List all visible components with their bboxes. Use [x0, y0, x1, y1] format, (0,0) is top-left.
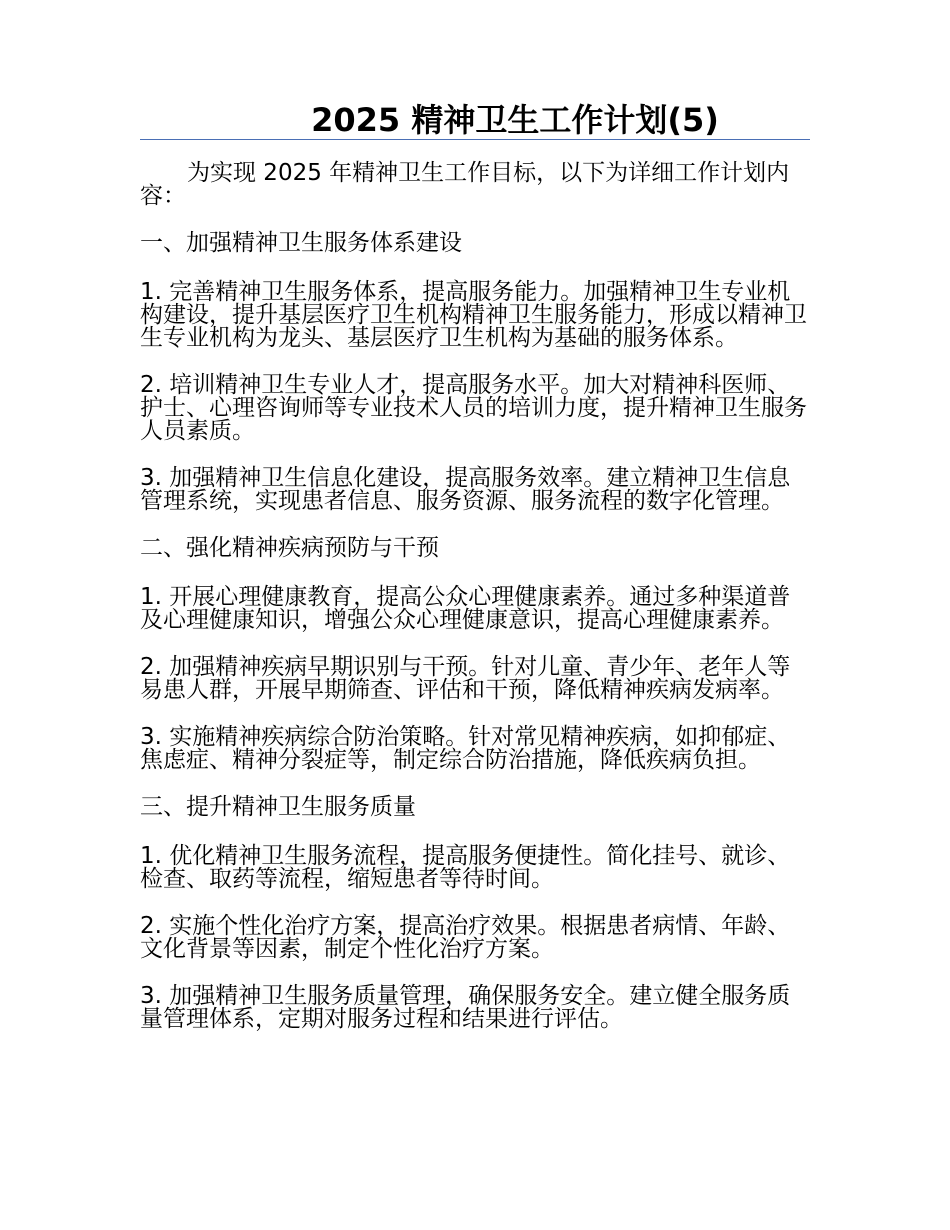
section-heading-1: 一、加强精神卫生服务体系建设 — [140, 230, 462, 256]
section-2-item-3: 3. 实施精神疾病综合防治策略。针对常见精神疾病，如抑郁症、焦虑症、精神分裂症等，制定综合防治措施，降低疾病负担。 — [140, 724, 791, 773]
document-title: 2025 精神卫生工作计划(5) — [311, 101, 719, 139]
section-1-item-2: 2. 培训精神卫生专业人才，提高服务水平。加大对精神科医师、护士、心理咨询师等专业技术人员的培训力度，提升精神卫生服务人员素质。 — [140, 372, 807, 444]
section-2-item-1: 1. 开展心理健康教育，提高公众心理健康素养。通过多种渠道普及心理健康知识，增强公众心理健康意识，提高心理健康素养。 — [140, 584, 791, 633]
section-heading-3: 三、提升精神卫生服务质量 — [140, 794, 416, 820]
document-page — [140, 100, 810, 1031]
section-1-item-1: 1. 完善精神卫生服务体系，提高服务能力。加强精神卫生专业机构建设，提升基层医疗卫生机构精神卫生服务能力，形成以精神卫生专业机构为龙头、基层医疗卫生机构为基础的服务体系。 — [140, 279, 807, 351]
section-3-item-1: 1. 优化精神卫生服务流程，提高服务便捷性。简化挂号、就诊、检查、取药等流程，缩短患者等待时间。 — [140, 843, 791, 892]
section-3-item-2: 2. 实施个性化治疗方案，提高治疗效果。根据患者病情、年龄、文化背景等因素，制定个性化治疗方案。 — [140, 913, 791, 962]
section-2-item-2: 2. 加强精神疾病早期识别与干预。针对儿童、青少年、老年人等易患人群，开展早期筛查、评估和干预，降低精神疾病发病率。 — [140, 654, 791, 703]
intro-paragraph: 为实现 2025 年精神卫生工作目标，以下为详细工作计划内容： — [140, 160, 790, 209]
section-heading-2: 二、强化精神疾病预防与干预 — [140, 535, 439, 561]
section-1-item-3: 3. 加强精神卫生信息化建设，提高服务效率。建立精神卫生信息管理系统，实现患者信息、服务资源、服务流程的数字化管理。 — [140, 465, 791, 514]
section-3-item-3: 3. 加强精神卫生服务质量管理，确保服务安全。建立健全服务质量管理体系，定期对服务过程和结果进行评估。 — [140, 983, 791, 1032]
